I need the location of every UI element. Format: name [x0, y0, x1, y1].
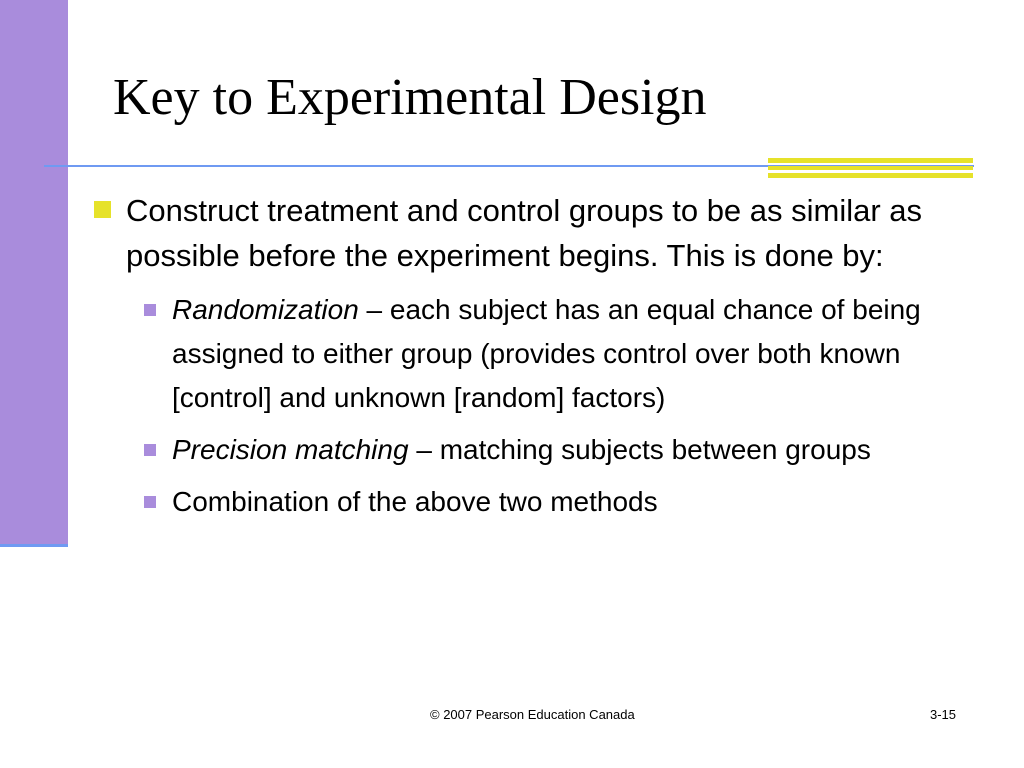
sub-bullet-text: – each subject has an equal chance of being assigned to either group (provides control over both known [control] and unknown [random] factors) — [172, 294, 921, 413]
left-bar-edge-line — [0, 544, 68, 547]
yellow-accent-lines — [768, 158, 973, 179]
accent-line — [768, 173, 973, 178]
left-accent-bar — [0, 0, 68, 546]
yellow-square-bullet-icon — [94, 201, 111, 218]
slide-title: Key to Experimental Design — [113, 69, 707, 126]
purple-square-bullet-icon — [144, 304, 156, 316]
accent-line — [768, 158, 973, 163]
sub-bullet-term: Precision matching — [172, 434, 409, 465]
sub-bullet-text: – matching subjects between groups — [408, 434, 871, 465]
main-bullet-text: Construct treatment and control groups to be as similar as possible before the experiment begins. This is done by: — [126, 193, 923, 273]
sub-bullet — [136, 480, 972, 524]
sub-bullet-text: Combination of the above two methods — [172, 486, 658, 517]
footer-copyright: © 2007 Pearson Education Canada — [430, 707, 635, 722]
slide-body — [90, 188, 970, 532]
accent-line — [768, 166, 973, 170]
sub-bullet-list — [136, 288, 970, 524]
sub-bullet-term: Randomization — [172, 294, 359, 325]
footer-page-number: 3-15 — [930, 707, 957, 722]
purple-square-bullet-icon — [144, 444, 156, 456]
sub-bullet — [136, 428, 972, 472]
main-bullet — [90, 188, 970, 278]
sub-bullet — [136, 288, 972, 420]
purple-square-bullet-icon — [144, 496, 156, 508]
